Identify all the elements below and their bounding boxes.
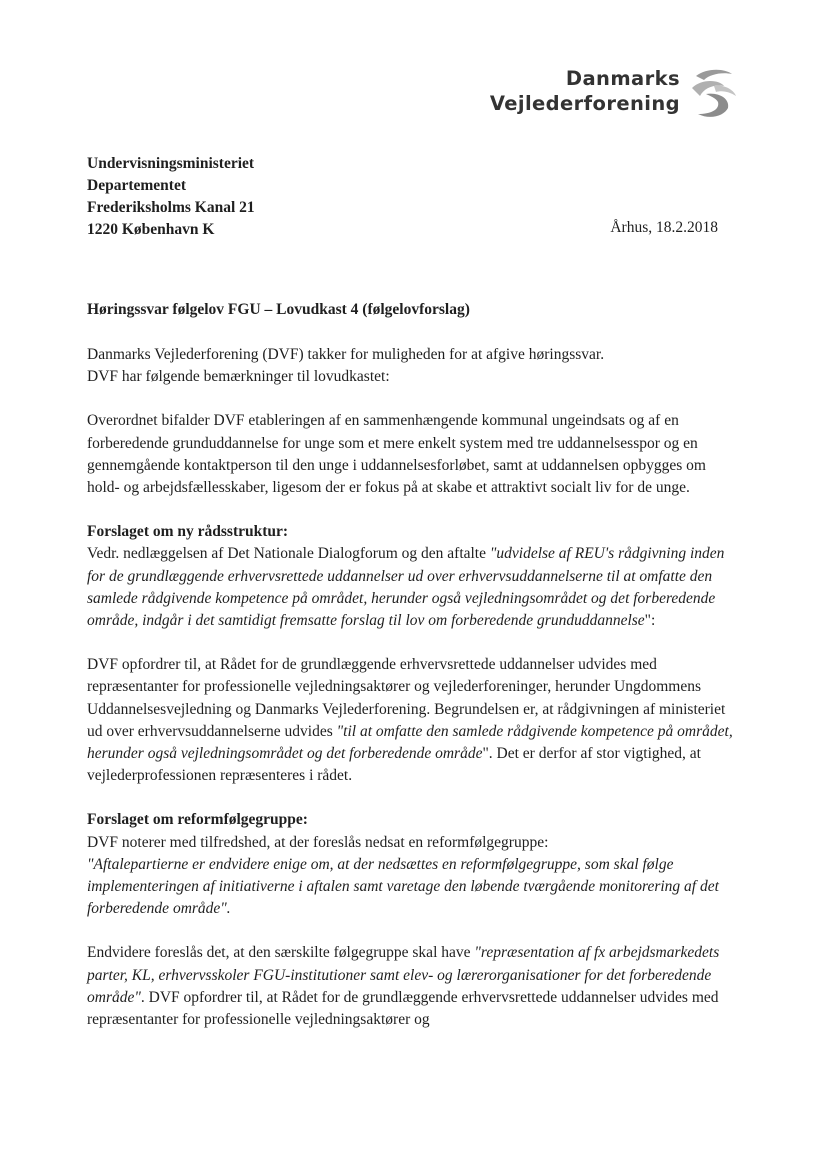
section-heading: Forslaget om reformfølgegruppe: [87,811,308,829]
council-argument-paragraph [87,654,737,787]
logo-line-2: Vejlederforening [489,92,680,115]
text-span: Endvidere foreslås det, at den særskilte følgegruppe skal have [87,944,475,962]
section-council-structure [87,521,737,632]
intro-line-2: DVF har følgende bemærkninger til lovudkastet: [87,368,390,386]
quote-span: "til at omfatte den samlede rådgivende kompetence på området, herunder også vejledningsområdet og det forberedende område [87,722,733,763]
section-reform-group [87,809,737,920]
organization-logo [480,60,740,130]
reform-group-argument-paragraph [87,942,737,1031]
text-span: Vedr. nedlæggelsen af Det Nationale Dialogforum og den aftalte [87,545,490,563]
recipient-address [87,153,255,241]
logo-wordmark [490,66,680,116]
quote-span: "Aftalepartierne er endvidere enige om, at der nedsættes en reformfølgegruppe, som skal følge implementeringen af initiativerne i aftalen samt varetage den løbende tværgående monitorering af det forberedende område". [87,855,719,918]
text-span: ". Det er derfor af stor vigtighed, at vejlederprofessionen repræsenteres i rådet. [87,745,701,785]
letter-date: Århus, 18.2.2018 [610,219,718,236]
text-span: . DVF opfordrer til, at Rådet for de grundlæggende erhvervsrettede uddannelser udvides med repræsentanter for professionelle vejledningsaktører og [87,988,719,1029]
text-span: DVF opfordrer til, at Rådet for de grundlæggende erhvervsrettede uddannelser udvides med repræsentanter for professionelle vejledningsaktører og vejlederforeninger, herunder Ungdommens Uddannelsesvejledning og Danmarks Vejlederforening. Begrundelsen er, at rådgivningen af ministeriet ud over erhvervsuddannelserne udvides [87,656,726,740]
section-heading: Forslaget om ny rådsstruktur: [87,523,289,541]
text-span: DVF noterer med tilfredshed, at der foreslås nedsat en reformfølgegruppe: [87,833,549,851]
letter-subject: Høringssvar følgelov FGU – Lovudkast 4 (følgelovforslag) [87,301,470,318]
logo-line-1: Danmarks [565,67,680,90]
recipient-line-4: 1220 København K [87,221,215,238]
quote-span: "repræsentation af fx arbejdsmarkedets parter, KL, erhvervsskoler FGU-institutioner samt elev- og lærerorganisationer for det forberedende område" [87,944,720,1006]
intro-line-1: Danmarks Vejlederforening (DVF) takker for muligheden for at afgive høringssvar. [87,346,605,363]
quote-span: "udvidelse af REU's rådgivning inden for de grundlæggende erhvervsrettede uddannelser ud over erhvervsuddannelserne til at omfatte den samlede rådgivende kompetence på området, herunder også vejledningsområdet og det forberedende område, indgår i det samtidigt fremsatte forslag til lov om forberedende grunduddannelse [87,545,725,630]
intro-paragraph [87,344,737,388]
recipient-line-1: Undervisningsministeriet [87,155,255,172]
text-span: ": [644,612,656,630]
recipient-line-2: Departementet [87,177,186,194]
letter-body [87,344,737,1053]
swirl-logo-icon [684,64,740,124]
recipient-line-3: Frederiksholms Kanal 21 [87,199,255,216]
overview-paragraph: Overordnet bifalder DVF etableringen af en sammenhængende kommunal ungeindsats og af en forberedende grunduddannelse for unge som et mere enkelt system med tre uddannelsesspor og en gennemgående kontaktperson til den unge i uddannelsesforløbet, samt at uddannelsen opbygges om hold- og arbejdsfællesskaber, ligesom der er fokus på at skabe et attraktivt socialt liv for de unge. [87,412,706,497]
